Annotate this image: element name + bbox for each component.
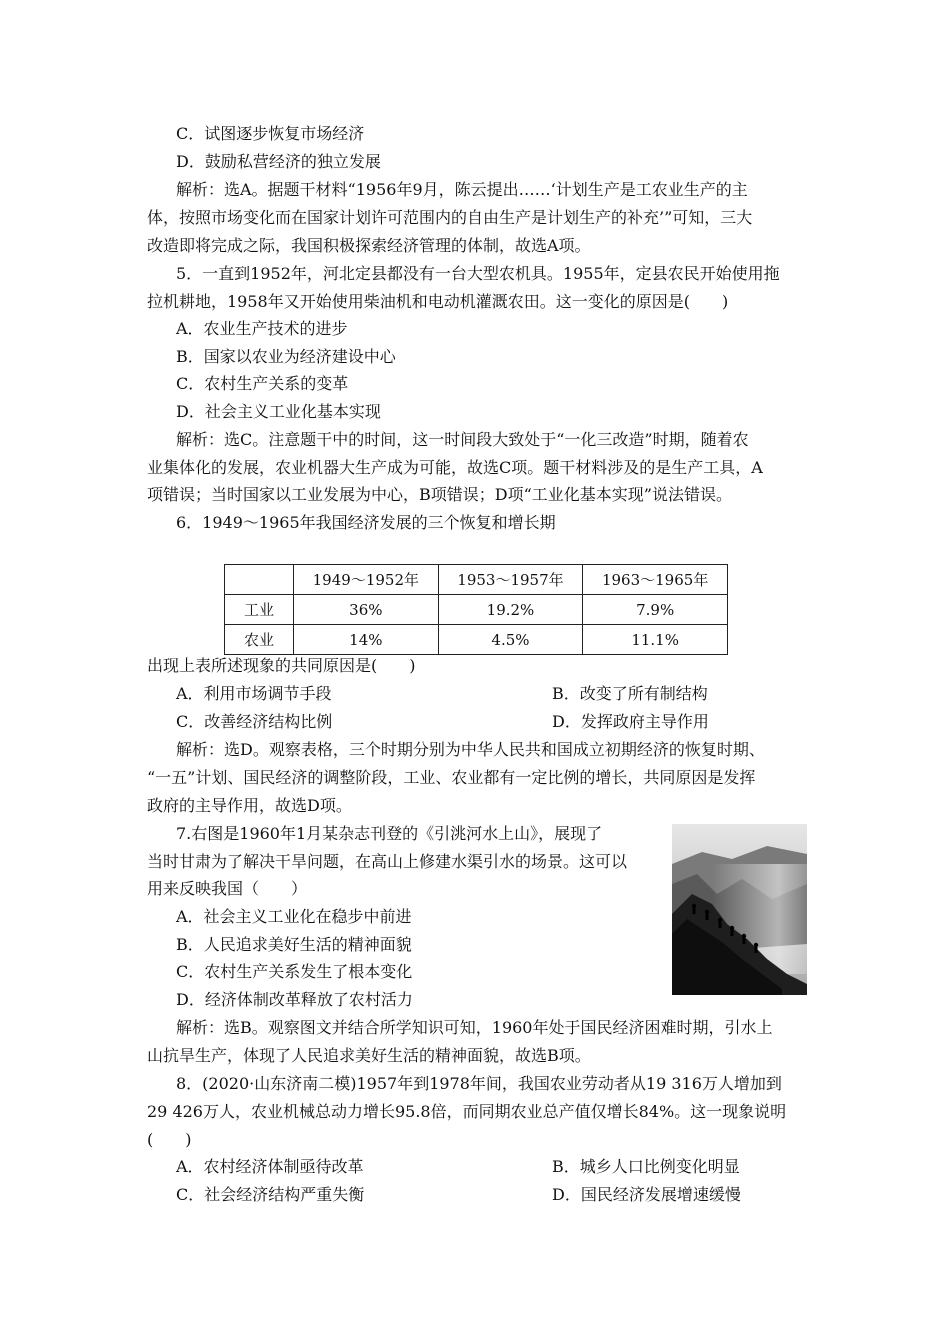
- analysis-line: 改造即将完成之际，我国积极探索经济管理的体制，故选A项。: [147, 236, 591, 255]
- option-c: C．社会经济结构严重失衡: [176, 1185, 365, 1204]
- mountain-canal-photo: [672, 824, 807, 995]
- table-cell: 36%: [294, 595, 439, 625]
- question-5-stem: 5．一直到1952年，河北定县都没有一台大型农机具。1955年，定县农民开始使用拖: [176, 264, 780, 283]
- option-c: C．改善经济结构比例: [176, 712, 333, 731]
- analysis-line: 解析：选D。观察表格，三个时期分别为中华人民共和国成立初期经济的恢复时期、: [176, 740, 765, 759]
- question-7-stem: 7.右图是1960年1月某杂志刊登的《引洮河水上山》，展现了: [176, 824, 603, 843]
- option-d: D．国民经济发展增速缓慢: [552, 1185, 741, 1204]
- table-header-cell: 1963～1965年: [583, 565, 728, 595]
- answer-blank: ( ): [147, 1130, 192, 1149]
- table-header-cell: 1949～1952年: [294, 565, 439, 595]
- option-a: A．社会主义工业化在稳步中前进: [176, 907, 412, 926]
- table-row-label: 农业: [225, 625, 294, 655]
- option-b: B．国家以农业为经济建设中心: [176, 347, 396, 366]
- option-c: C．试图逐步恢复市场经济: [176, 124, 365, 143]
- option-d: D．发挥政府主导作用: [552, 712, 709, 731]
- analysis-line: 解析：选C。注意题干中的时间，这一时间段大致处于“一化三改造”时期，随着农: [176, 430, 749, 449]
- option-c: C．农村生产关系发生了根本变化: [176, 962, 413, 981]
- analysis-line: 山抗旱生产，体现了人民追求美好生活的精神面貌，故选B项。: [147, 1046, 591, 1065]
- analysis-line: 政府的主导作用，故选D项。: [147, 796, 352, 815]
- photo-illustration: [672, 824, 807, 995]
- option-b: B．改变了所有制结构: [552, 684, 708, 703]
- table-header-cell: 1953～1957年: [438, 565, 583, 595]
- option-d: D．社会主义工业化基本实现: [176, 402, 381, 421]
- option-b: B．城乡人口比例变化明显: [552, 1157, 740, 1176]
- analysis-line: 体，按照市场变化而在国家计划许可范围内的自由生产是计划生产的补充’”可知，三大: [147, 208, 753, 227]
- option-d: D．经济体制改革释放了农村活力: [176, 990, 413, 1009]
- table-cell: 4.5%: [438, 625, 583, 655]
- table-row-label: 工业: [225, 595, 294, 625]
- table-cell: 11.1%: [583, 625, 728, 655]
- table-row: [225, 625, 728, 655]
- table-cell: 7.9%: [583, 595, 728, 625]
- question-6-prompt: 出现上表所述现象的共同原因是( ): [147, 656, 416, 675]
- table-cell: 14%: [294, 625, 439, 655]
- option-c: C．农村生产关系的变革: [176, 374, 349, 393]
- analysis-line: 解析：选B。观察图文并结合所学知识可知，1960年处于国民经济困难时期，引水上: [176, 1018, 773, 1037]
- analysis-line: 项错误；当时国家以工业发展为中心，B项错误；D项“工业化基本实现”说法错误。: [147, 485, 732, 504]
- option-a: A．农业生产技术的进步: [176, 319, 348, 338]
- question-7-stem: 当时甘肃为了解决干旱问题，在高山上修建水渠引水的场景。这可以: [147, 852, 628, 871]
- table-header-row: [225, 565, 728, 595]
- question-5-stem: 拉机耕地，1958年又开始使用柴油机和电动机灌溉农田。这一变化的原因是( ): [147, 292, 729, 311]
- table-row: [225, 595, 728, 625]
- option-a: A．利用市场调节手段: [176, 684, 332, 703]
- table-cell: 19.2%: [438, 595, 583, 625]
- table-corner-cell: [225, 565, 294, 595]
- option-b: B．人民追求美好生活的精神面貌: [176, 935, 412, 954]
- question-6-stem: 6．1949～1965年我国经济发展的三个恢复和增长期: [176, 513, 556, 532]
- question-8-stem: 29 426万人，农业机械总动力增长95.8倍，而同期农业总产值仅增长84%。这一现象说明: [147, 1102, 787, 1121]
- option-a: A．农村经济体制亟待改革: [176, 1157, 364, 1176]
- question-8-stem: 8．(2020·山东济南二模)1957年到1978年间，我国农业劳动者从19 316万人增加到: [176, 1074, 782, 1093]
- analysis-line: 业集体化的发展，农业机器大生产成为可能，故选C项。题干材料涉及的是生产工具，A: [147, 458, 763, 477]
- analysis-line: “一五”计划、国民经济的调整阶段，工业、农业都有一定比例的增长，共同原因是发挥: [147, 768, 756, 787]
- growth-table: [224, 564, 728, 655]
- option-d: D．鼓励私营经济的独立发展: [176, 152, 381, 171]
- question-7-stem: 用来反映我国（ ）: [147, 879, 308, 898]
- analysis-line: 解析：选A。据题干材料“1956年9月，陈云提出……‘计划生产是工农业生产的主: [176, 180, 748, 199]
